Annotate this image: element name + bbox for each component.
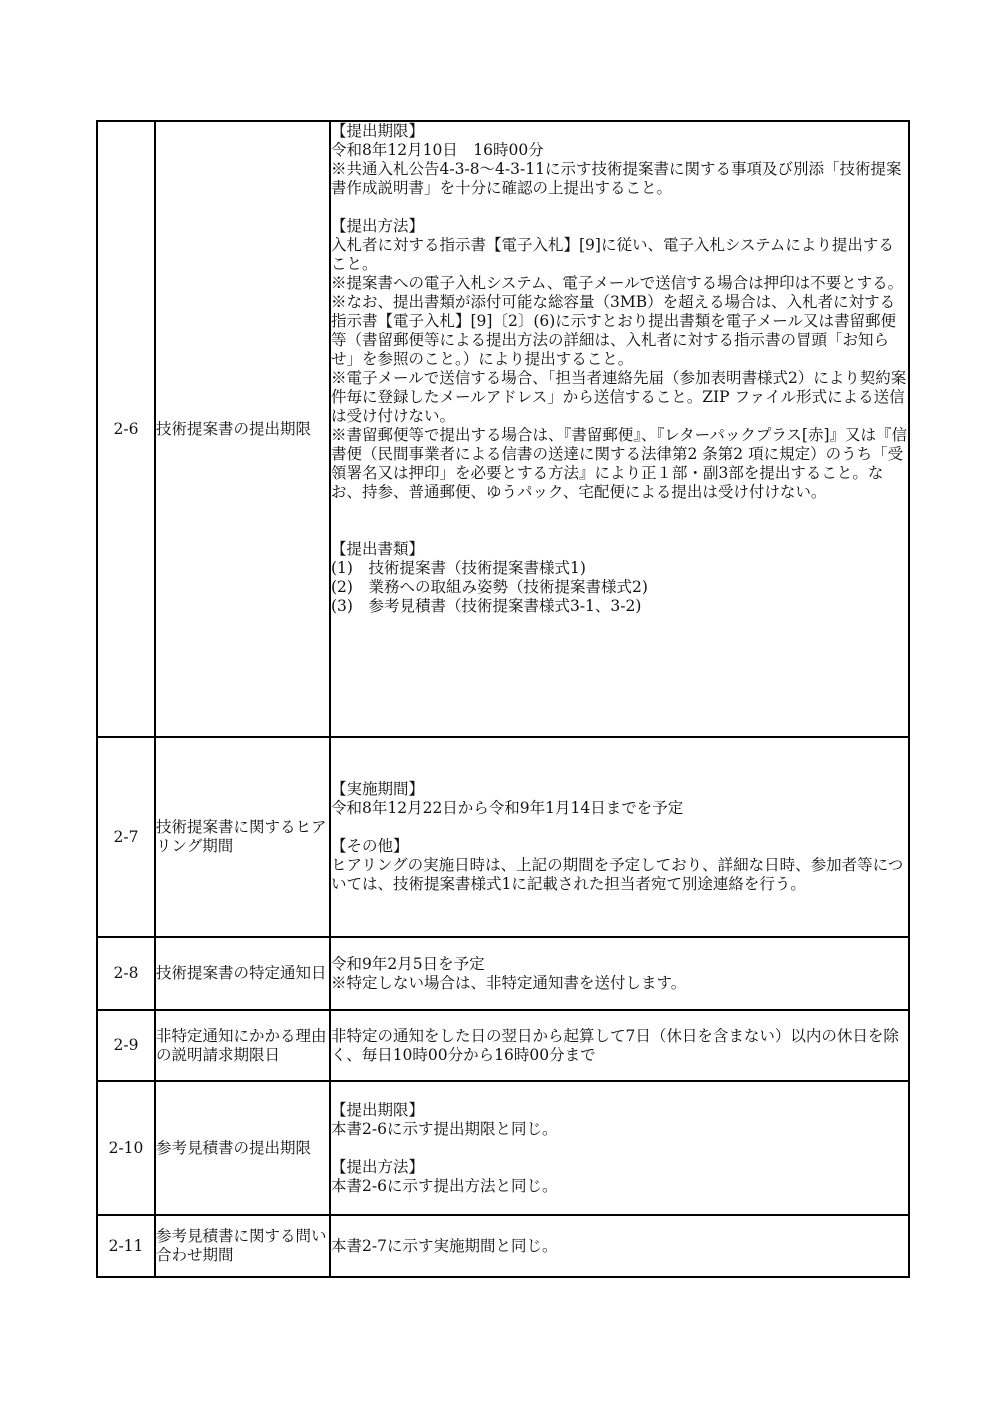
content-line: ※電子メールで送信する場合、「担当者連絡先届（参加表明書様式2）により契約案件毎に登録したメールアドレス」から送信すること。ZIP ファイル形式による送信は受け付けない。 — [331, 369, 907, 425]
content-line: 令和9年2月5日を予定 — [331, 954, 485, 973]
content-line: (2) 業務への取組み姿勢（技術提案書様式2) — [331, 578, 648, 596]
content-line: ※提案書への電子入札システム、電子メールで送信する場合は押印は不要とする。 — [331, 274, 904, 292]
blank-line — [331, 818, 908, 837]
row-content — [330, 737, 909, 937]
content-line: 本書2-6に示す提出期限と同じ。 — [331, 1119, 558, 1138]
row-number: 2-7 — [97, 737, 155, 937]
row-number: 2-8 — [97, 937, 155, 1010]
content-line: 令和8年12月10日 16時00分 — [331, 141, 544, 159]
content-line: ※書留郵便等で提出する場合は、『書留郵便』、『レターパックプラス[赤]』又は『信書便（民間事業者による信書の送達に関する法律第2 条第2 項に規定）のうち「受領署名又は押印」を必要とする方法』により正１部・副3部を提出すること。なお、持参、普通郵便、ゆうパック、宅配便による提出は受け付けない。 — [331, 426, 907, 501]
table-row — [97, 121, 909, 737]
content-line: 【提出方法】 — [331, 1157, 425, 1176]
table-row — [97, 1010, 909, 1081]
table-row — [97, 1215, 909, 1277]
content-line: 本書2-6に示す提出方法と同じ。 — [331, 1176, 558, 1195]
row-item: 技術提案書の特定通知日 — [155, 937, 330, 1010]
content-line: (3) 参考見積書（技術提案書様式3-1、3-2) — [331, 597, 642, 615]
content-line: 【その他】 — [331, 837, 409, 855]
row-content — [330, 937, 909, 1010]
blank-line — [331, 198, 908, 217]
row-content — [330, 121, 909, 737]
row-number: 2-9 — [97, 1010, 155, 1081]
content-line: ヒアリングの実施日時は、上記の期間を予定しており、詳細な日時、参加者等については、技術提案書様式1に記載された担当者宛て別途連絡を行う。 — [331, 856, 904, 893]
blank-line — [331, 1139, 908, 1158]
row-number: 2-6 — [97, 121, 155, 737]
content-line: 【提出方法】 — [331, 217, 425, 235]
content-line: 【実施期間】 — [331, 780, 425, 798]
content-line: 【提出期限】 — [331, 122, 425, 140]
content-line: 本書2-7に示す実施期間と同じ。 — [331, 1236, 558, 1255]
table-row — [97, 937, 909, 1010]
row-content — [330, 1081, 909, 1215]
content-line: 入札者に対する指示書【電子入札】[9]に従い、電子入札システムにより提出すること。 — [331, 236, 894, 273]
content-line: ※なお、提出書類が添付可能な総容量（3MB）を超える場合は、入札者に対する指示書【電子入札】[9]〔2〕(6)に示すとおり提出書類を電子メール又は書留郵便等（書留郵便等による提出方法の詳細は、入札者に対する指示書の冒頭「お知らせ」を参照のこと。）により提出すること。 — [331, 293, 896, 368]
content-line: ※特定しない場合は、非特定通知書を送付します。 — [331, 973, 687, 992]
content-line: 【提出期限】 — [331, 1100, 425, 1119]
table-row — [97, 1081, 909, 1215]
row-item: 技術提案書に関するヒアリング期間 — [155, 737, 330, 937]
row-number: 2-11 — [97, 1215, 155, 1277]
row-item: 非特定通知にかかる理由の説明請求期限日 — [155, 1010, 330, 1081]
row-item: 技術提案書の提出期限 — [155, 121, 330, 737]
row-item: 参考見積書の提出期限 — [155, 1081, 330, 1215]
content-line: 令和8年12月22日から令和9年1月14日までを予定 — [331, 799, 684, 817]
row-number: 2-10 — [97, 1081, 155, 1215]
blank-line — [331, 502, 908, 521]
content-line: 非特定の通知をした日の翌日から起算して7日（休日を含まない）以内の休日を除く、毎日10時00分から16時00分まで — [331, 1026, 899, 1064]
schedule-table — [96, 120, 910, 1278]
table-row — [97, 737, 909, 937]
content-line: (1) 技術提案書（技術提案書様式1) — [331, 559, 586, 577]
row-content — [330, 1215, 909, 1277]
content-line: ※共通入札公告4-3-8～4-3-11に示す技術提案書に関する事項及び別添「技術提案書作成説明書」を十分に確認の上提出すること。 — [331, 160, 902, 197]
content-line: 【提出書類】 — [331, 540, 425, 558]
row-item: 参考見積書に関する問い合わせ期間 — [155, 1215, 330, 1277]
blank-line — [331, 521, 908, 540]
row-content — [330, 1010, 909, 1081]
